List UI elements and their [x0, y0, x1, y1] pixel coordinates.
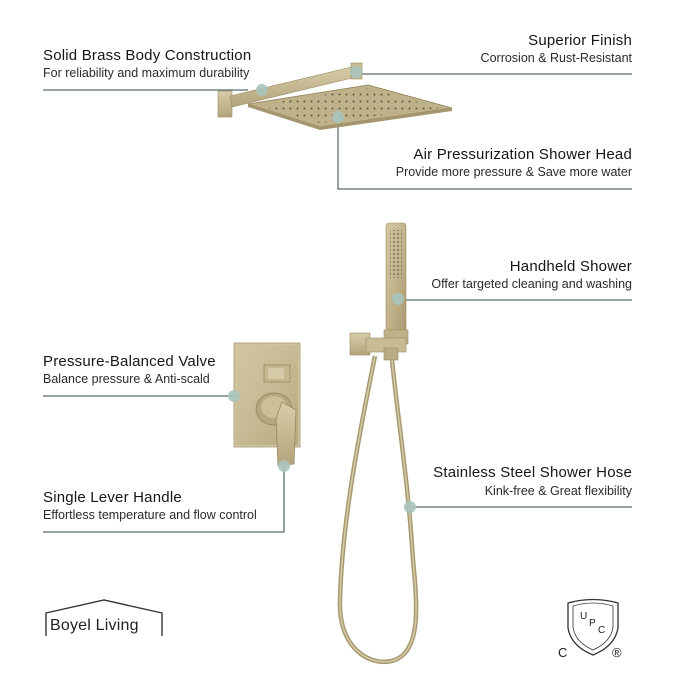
feature-title-superior-finish: Superior Finish: [528, 32, 632, 49]
feature-title-lever: Single Lever Handle: [43, 489, 182, 506]
brand-name: Boyel Living: [50, 617, 139, 634]
feature-subtitle-superior-finish: Corrosion & Rust-Resistant: [480, 51, 632, 65]
upc-letter-p: P: [589, 618, 596, 629]
feature-subtitle-handheld: Offer targeted cleaning and washing: [431, 277, 632, 291]
cupc-left-mark: C: [558, 645, 568, 660]
feature-subtitle-pressure-valve: Balance pressure & Anti-scald: [43, 372, 210, 386]
feature-subtitle-lever: Effortless temperature and flow control: [43, 508, 257, 522]
feature-title-handheld: Handheld Shower: [509, 258, 632, 275]
feature-subtitle-hose: Kink-free & Great flexibility: [484, 484, 632, 498]
feature-subtitle-solid-brass: For reliability and maximum durability: [43, 66, 250, 80]
feature-subtitle-air-pressurization: Provide more pressure & Save more water: [395, 165, 632, 179]
handheld-shower: [350, 223, 408, 360]
upc-letter-u: U: [580, 611, 588, 622]
upc-letter-c: C: [598, 625, 606, 636]
valve-trim: [234, 343, 300, 466]
cupc-registered-mark: ®: [612, 645, 622, 660]
feature-title-pressure-valve: Pressure-Balanced Valve: [43, 353, 216, 370]
feature-title-solid-brass: Solid Brass Body Construction: [43, 47, 252, 64]
feature-title-air-pressurization: Air Pressurization Shower Head: [413, 146, 632, 163]
feature-title-hose: Stainless Steel Shower Hose: [433, 464, 632, 481]
callout-lines: [43, 70, 632, 532]
